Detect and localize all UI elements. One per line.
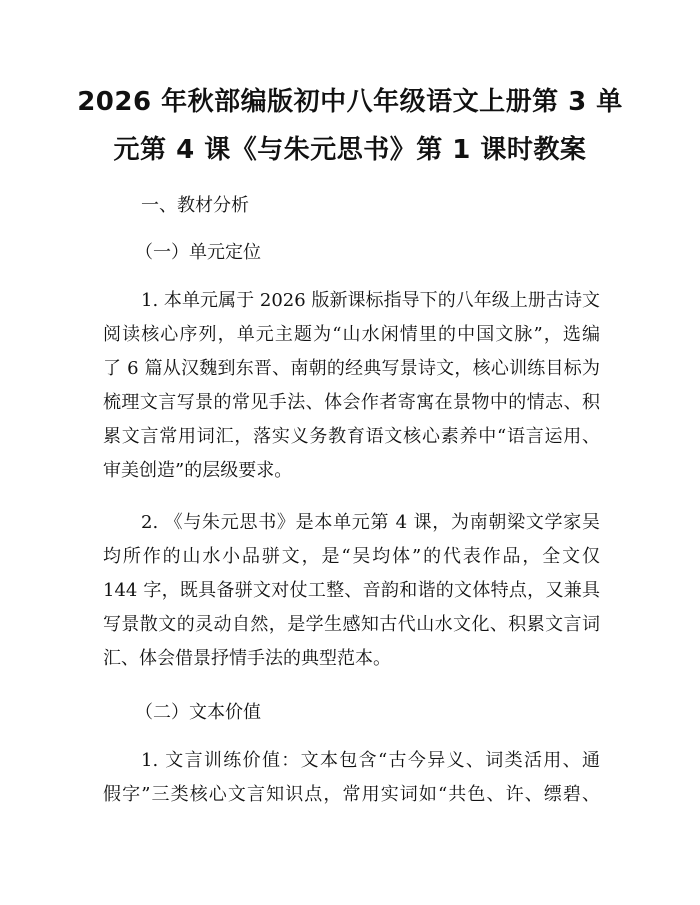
paragraph-line: 均所作的山水小品骈文，是“吴均体”的代表作品，全文仅 (103, 546, 600, 567)
paragraph-line: 审美创造”的层级要求。 (103, 460, 293, 481)
paragraph-line: 假字”三类核心文言知识点，常用实词如“共色、许、缥碧、 (103, 784, 600, 805)
paragraph-line: 144 字，既具备骈文对仗工整、音韵和谐的文体特点，又兼具 (103, 580, 600, 601)
document-title-line-2: 元第 4 课《与朱元思书》第 1 课时教案 (113, 135, 587, 165)
paragraph-line: 汇、体会借景抒情手法的典型范本。 (103, 648, 391, 669)
paragraph-line: 了 6 篇从汉魏到东晋、南朝的经典写景诗文，核心训练目标为 (103, 358, 600, 379)
paragraph-line: 1. 本单元属于 2026 版新课标指导下的八年级上册古诗文 (141, 290, 600, 311)
paragraph-line: 梳理文言写景的常见手法、体会作者寄寓在景物中的情志、积 (103, 392, 600, 413)
paragraph-line: 累文言常用词汇，落实义务教育语文核心素养中“语言运用、 (103, 426, 600, 447)
section-heading-teaching-material-analysis: 一、教材分析 (141, 195, 249, 216)
paragraph-line: 2. 《与朱元思书》是本单元第 4 课，为南朝梁文学家吴 (141, 512, 600, 533)
paragraph-line: 阅读核心序列，单元主题为“山水闲情里的中国文脉”，选编 (103, 324, 600, 345)
subheading-unit-positioning: （一）单元定位 (135, 242, 261, 263)
paragraph-line: 写景散文的灵动自然，是学生感知古代山水文化、积累文言词 (103, 614, 600, 635)
paragraph-line: 1. 文言训练价值：文本包含“古今异义、词类活用、通 (141, 750, 600, 771)
subheading-text-value: （二）文本价值 (135, 702, 261, 723)
document-title-line-1: 2026 年秋部编版初中八年级语文上册第 3 单 (77, 87, 623, 117)
